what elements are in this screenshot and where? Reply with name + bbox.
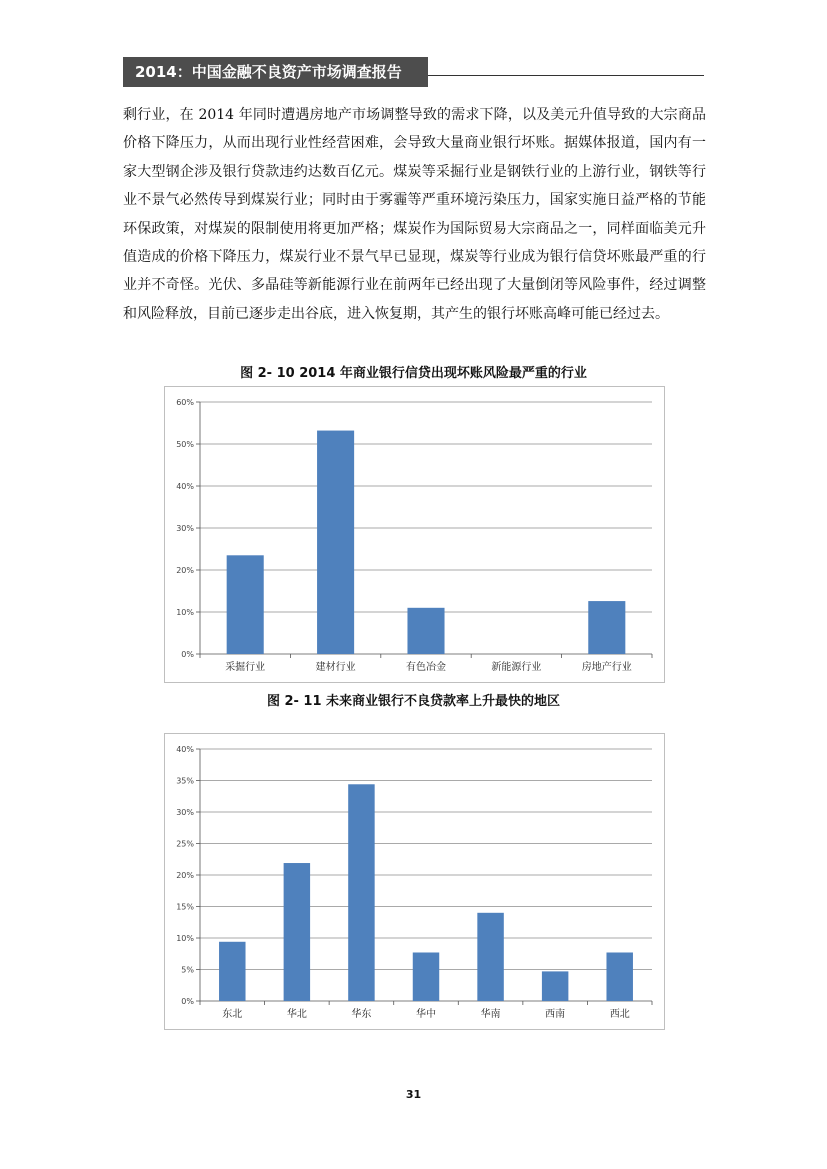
chart2-category-label: 西南 <box>545 1009 566 1020</box>
chart1-bar-3 <box>407 608 444 654</box>
chart1-ytick-label: 20% <box>176 566 194 575</box>
chart2-ytick-label: 10% <box>176 934 194 943</box>
chart1-category-label: 有色冶金 <box>406 662 446 673</box>
chart1-ytick-label: 30% <box>176 524 194 533</box>
region-npl-bar-chart <box>164 733 665 1030</box>
chart2-ytick-label: 20% <box>176 871 194 880</box>
chart2-category-label: 华南 <box>480 1009 501 1020</box>
chart2-ytick-label: 35% <box>176 776 194 786</box>
chart2-bar-5 <box>477 913 503 1001</box>
chart2-bar-4 <box>413 952 439 1001</box>
chart1-ytick-label: 50% <box>176 440 194 449</box>
chart1-category-label: 采掘行业 <box>225 662 266 673</box>
chart1-ytick-label: 10% <box>176 608 194 617</box>
chart1-bar-5 <box>588 601 625 654</box>
chart2-bar-1 <box>219 942 245 1001</box>
chart1-ytick-label: 60% <box>176 398 194 407</box>
industry-bad-debt-bar-chart <box>164 386 665 683</box>
chart2-bar-2 <box>284 863 310 1001</box>
chart1-bar-1 <box>227 555 264 654</box>
chart2-ytick-label: 40% <box>176 745 194 754</box>
report-header-title: 2014：中国金融不良资产市场调查报告 <box>123 57 428 87</box>
chart2-category-label: 华中 <box>416 1009 436 1020</box>
chart2-category-label: 东北 <box>222 1009 243 1020</box>
chart-1-svg <box>164 386 665 683</box>
header-rule <box>428 75 704 76</box>
chart2-category-label: 西北 <box>609 1009 630 1020</box>
chart2-ytick-label: 30% <box>176 808 194 817</box>
chart1-ytick-label: 0% <box>181 650 194 659</box>
chart2-ytick-label: 5% <box>181 965 194 975</box>
chart2-bar-7 <box>606 952 632 1001</box>
chart2-ytick-label: 0% <box>181 997 194 1006</box>
chart2-ytick-label: 25% <box>176 839 194 849</box>
figure-2-10-caption: 图 2- 10 2014 年商业银行信贷出现坏账风险最严重的行业 <box>240 366 587 381</box>
figure-2-11-caption: 图 2- 11 未来商业银行不良贷款率上升最快的地区 <box>266 694 561 709</box>
chart2-bar-3 <box>348 784 374 1001</box>
chart2-ytick-label: 15% <box>176 902 194 912</box>
chart1-category-label: 建材行业 <box>315 662 356 673</box>
chart2-category-label: 华东 <box>351 1009 372 1020</box>
chart1-bar-2 <box>317 431 354 654</box>
page-number: 31 <box>405 1088 422 1101</box>
chart2-bar-6 <box>542 971 568 1001</box>
chart1-category-label: 新能源行业 <box>491 662 542 673</box>
chart1-ytick-label: 40% <box>176 482 194 491</box>
chart2-category-label: 华北 <box>286 1009 307 1020</box>
chart1-category-label: 房地产行业 <box>581 662 632 673</box>
body-paragraph: 剩行业，在 2014 年同时遭遇房地产市场调整导致的需求下降，以及美元升值导致的大宗商品价格下降压力，从而出现行业性经营困难，会导致大量商业银行坏账。据媒体报道，国内有一家大型钢企涉及银行贷款违约达数百亿元。煤炭等采掘行业是钢铁行业的上游行业，钢铁等行业不景气必然传导到煤炭行业；同时由于雾霾等严重环境污染压力，国家实施日益严格的节能环保政策，对煤炭的限制使用将更加严格；煤炭作为国际贸易大宗商品之一，同样面临美元升值造成的价格下降压力，煤炭行业不景气早已显现，煤炭等行业成为银行信贷坏账最严重的行业并不奇怪。光伏、多晶硅等新能源行业在前两年已经出现了大量倒闭等风险事件，经过调整和风险释放，目前已逐步走出谷底，进入恢复期，其产生的银行坏账高峰可能已经过去。 <box>123 107 706 322</box>
chart-2-svg <box>164 733 665 1030</box>
